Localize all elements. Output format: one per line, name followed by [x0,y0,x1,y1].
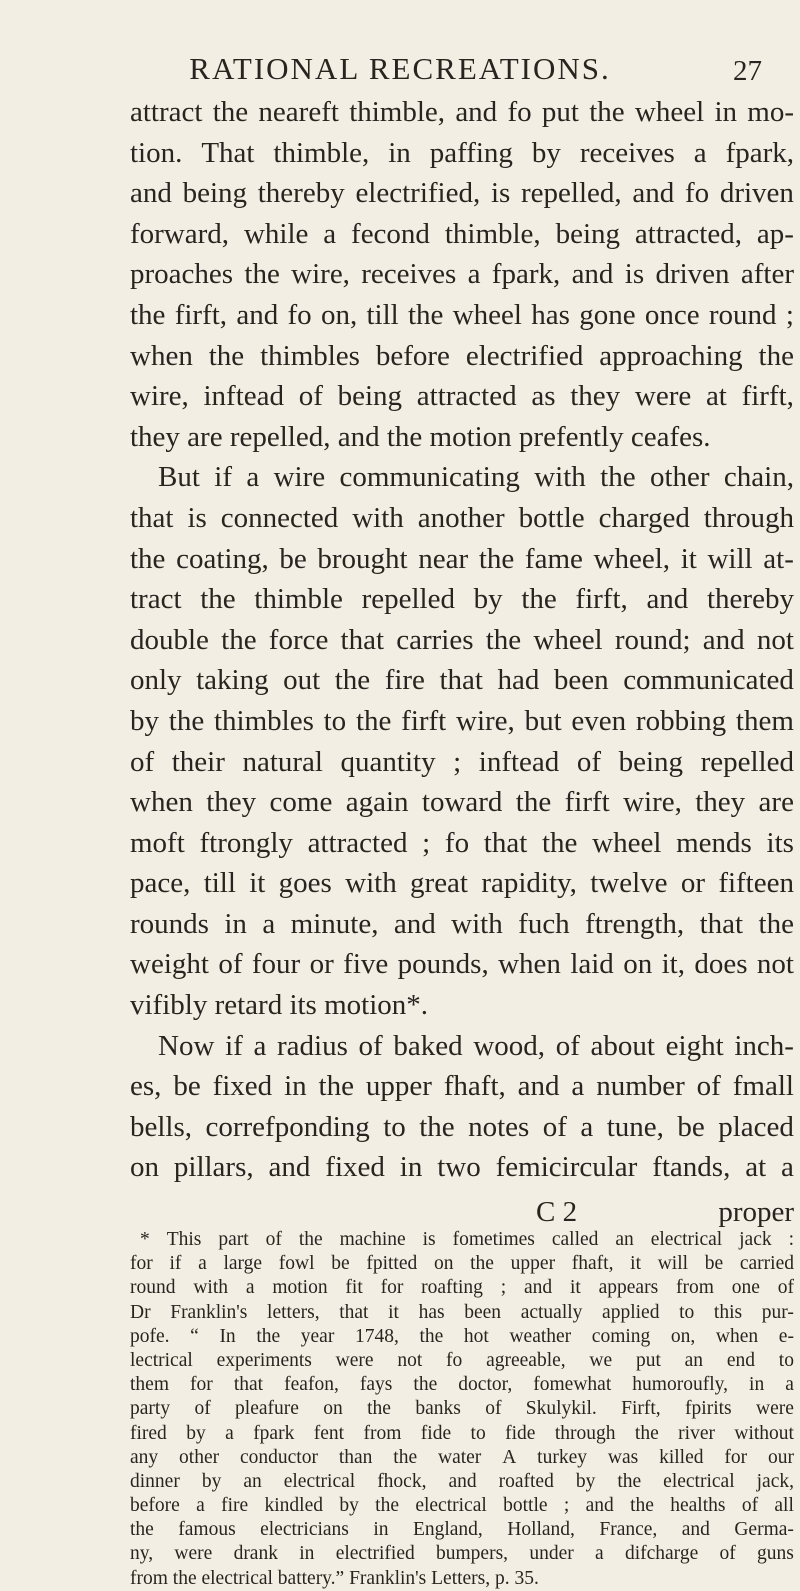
text-line: attract the neareft thimble, and fo put the wheel in mo- [130,96,794,128]
catchword: proper [718,1196,794,1228]
page-header [0,44,800,94]
text-line: Now if a radius of baked wood, of about eight inch- [158,1029,794,1062]
footnote-line: them for that feafon, fays the doctor, fomewhat humoroufly, in a [130,1374,794,1396]
text-line: But if a wire communicating with the other chain, [158,461,794,494]
text-line: on pillars, and fixed in two femicircular ftands, at a [130,1151,794,1184]
footnote-line: * This part of the machine is fometimes called an electrical jack : [140,1229,794,1250]
footnote-line: Dr Franklin's letters, that it has been actually applied to this pur- [130,1301,794,1323]
footnote-line: round with a motion fit for roafting ; and it appears from one of [130,1277,794,1299]
text-line: when they come again toward the firft wire, they are [130,786,794,819]
footnote-line: lectrical experiments were not fo agreeable, we put an end to [130,1349,794,1371]
text-line: they are repelled, and the motion prefently ceafes. [130,420,711,453]
signature-mark: C 2 [536,1196,578,1228]
running-head: RATIONAL RECREATIONS. [189,51,611,86]
footnote-line: fired by a fpark fent from fide to fide through the river without [130,1422,794,1444]
footnote-line: ny, were drank in electrified bumpers, under a difcharge of guns [130,1543,794,1565]
footnote-line: the famous electricians in England, Holland, France, and Germa- [130,1519,794,1541]
text-line: bells, correfponding to the notes of a tune, be placed [130,1110,794,1143]
text-line: pace, till it goes with great rapidity, twelve or fifteen [130,867,794,900]
text-line: weight of four or five pounds, when laid on it, does not [130,948,794,981]
footnote [130,1228,794,1591]
text-line: the firft, and fo on, till the wheel has gone once round ; [130,298,794,331]
text-line: tion. That thimble, in paffing by receives a fpark, [130,136,794,169]
footnote-line: for if a large fowl be fpitted on the upper fhaft, it will be carried [130,1253,794,1275]
text-line: double the force that carries the wheel round; and not [130,623,794,656]
text-line: that is connected with another bottle charged through [130,501,794,534]
text-line: wire, inftead of being attracted as they were at firft, [130,380,794,413]
text-line: vifibly retard its motion*. [130,989,429,1022]
page-number: 27 [733,55,762,87]
text-line: only taking out the fire that had been communicated [130,664,794,697]
footnote-line: any other conductor than the water A turkey was killed for our [130,1446,794,1468]
body-text [130,92,794,1188]
footnote-line: before a fire kindled by the electrical bottle ; and the healths of all [130,1495,794,1517]
text-line: tract the thimble repelled by the firft, and thereby [130,583,794,616]
text-line: forward, while a fecond thimble, being attracted, ap- [130,217,794,250]
footnote-line: from the electrical battery.” Franklin's Letters, p. 35. [130,1567,539,1589]
text-line: and being thereby electrified, is repelled, and fo driven [130,177,794,210]
footnote-line: pofe. “ In the year 1748, the hot weather coming on, when e- [130,1325,794,1347]
text-line: moft ftrongly attracted ; fo that the wheel mends its [130,826,794,859]
footnote-line: party of pleafure on the banks of Skulykil. Firft, fpirits were [130,1398,794,1420]
text-line: of their natural quantity ; inftead of being repelled [130,745,794,778]
text-line: es, be fixed in the upper fhaft, and a number of fmall [130,1070,794,1103]
text-line: by the thimbles to the firft wire, but even robbing them [130,704,794,737]
signature-line [130,1194,794,1230]
text-line: when the thimbles before electrified approaching the [130,339,794,372]
text-line: the coating, be brought near the fame wheel, it will at- [130,542,794,575]
footnote-line: dinner by an electrical fhock, and roafted by the electrical jack, [130,1470,794,1492]
text-line: rounds in a minute, and with fuch ftrength, that the [130,907,794,940]
text-line: proaches the wire, receives a fpark, and is driven after [130,258,794,291]
